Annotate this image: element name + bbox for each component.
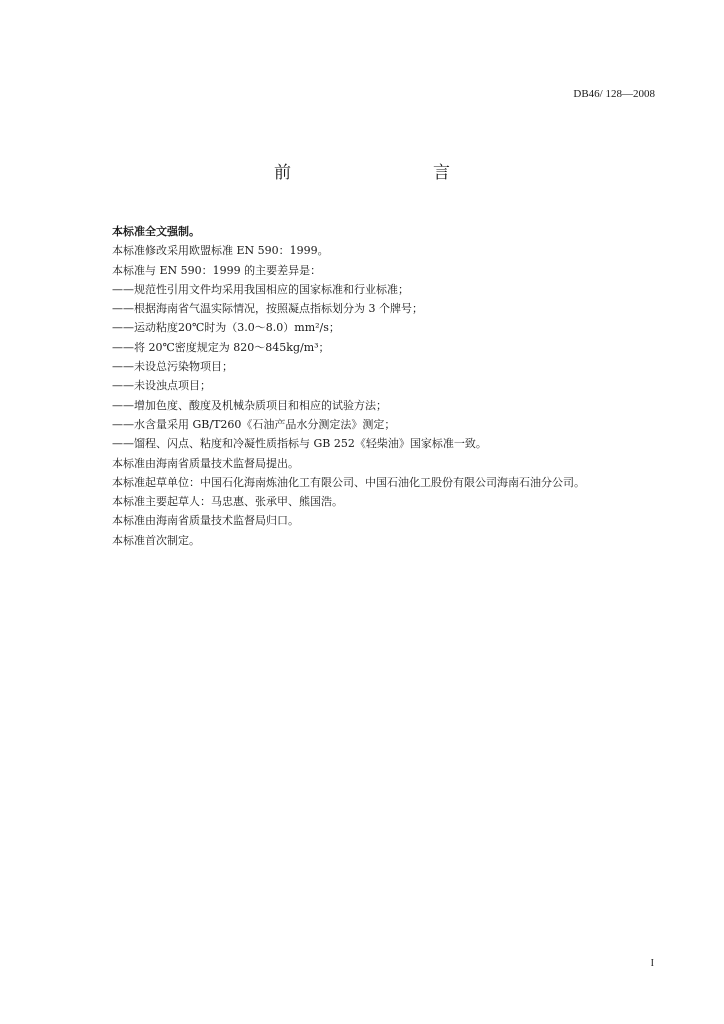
foreword-line: ——规范性引用文件均采用我国相应的国家标准和行业标准；	[112, 282, 409, 296]
page-number: I	[650, 958, 654, 969]
standard-number: DB46/ 128—2008	[573, 88, 655, 100]
foreword-line: 本标准主要起草人：马忠惠、张承甲、熊国浩。	[112, 495, 343, 509]
foreword-body	[112, 222, 672, 550]
foreword-line: 本标准与 EN 590：1999 的主要差异是：	[112, 263, 322, 277]
foreword-line: 本标准修改采用欧盟标准 EN 590：1999。	[112, 244, 329, 258]
foreword-line: 本标准由海南省质量技术监督局提出。	[112, 456, 299, 470]
foreword-line: 本标准由海南省质量技术监督局归口。	[112, 514, 299, 528]
foreword-line: ——将 20℃密度规定为 820～845kg/m³；	[112, 340, 330, 354]
foreword-line: ——根据海南省气温实际情况，按照凝点指标划分为 3 个牌号；	[112, 302, 423, 316]
foreword-line: ——馏程、闪点、粘度和冷凝性质指标与 GB 252《轻柴油》国家标准一致。	[112, 437, 487, 451]
foreword-line: ——增加色度、酸度及机械杂质项目和相应的试验方法；	[112, 398, 387, 412]
foreword-line: 本标准起草单位：中国石化海南炼油化工有限公司、中国石油化工股份有限公司海南石油分公司。	[112, 475, 585, 489]
page-title: 前 言	[274, 163, 486, 183]
foreword-line: 本标准首次制定。	[112, 533, 200, 547]
foreword-line: ——运动粘度20℃时为（3.0～8.0）mm²/s；	[112, 321, 340, 335]
foreword-line: 本标准全文强制。	[112, 225, 200, 238]
foreword-line: ——水含量采用 GB/T260《石油产品水分测定法》测定；	[112, 417, 396, 431]
foreword-line: ——未设总污染物项目；	[112, 360, 233, 374]
foreword-line: ——未设浊点项目；	[112, 379, 211, 393]
